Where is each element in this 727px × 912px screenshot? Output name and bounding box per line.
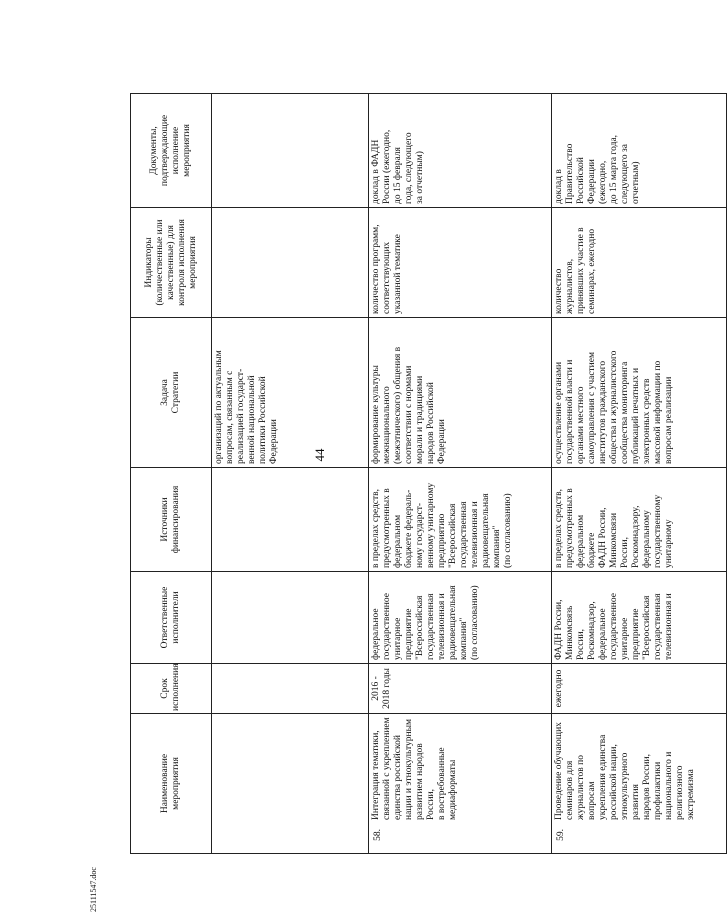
cell-task: формирование культуры межнационального (межэтнического) общения в соответствии с нормами морали и традициями народов Российской Федерации — [369, 318, 552, 468]
cell-documents: доклад в ФАДН России (ежегодно, до 15 февраля года, следующего за отчетным) — [369, 94, 552, 208]
cell-responsible: ФАДН России, Минкомсвязь России, Роскомнадзор, федеральное государственное унитарное предприятие "Всероссийская государственная телевизионная и — [552, 572, 727, 664]
cell-indicators: количество программ, соответствующих указанной тематике — [369, 208, 552, 318]
cell-responsible — [212, 572, 369, 664]
measure-name: Проведение обучающих семинаров для журналистов по вопросам укрепления единства российской нации, этнокультурного развития народов России, профилактики национального и религиозного экстремизма — [554, 722, 696, 820]
action-plan-table — [130, 93, 727, 854]
table-row — [552, 94, 727, 854]
header-task: Задача Стратегии — [131, 318, 212, 468]
cell-funding: в пределах средств, предусмотренных в федеральном бюджете федераль- ному государст- венному унитарному предприятию "Всероссийская государственная телевизионная и радиовещательная компания" (по согласованию) — [369, 468, 552, 572]
row-number: 59. — [556, 829, 566, 841]
header-responsible: Ответственные исполнители — [131, 572, 212, 664]
table-header-row — [131, 94, 212, 854]
cell-indicators — [212, 208, 369, 318]
page-number: 44 — [312, 448, 327, 462]
cell-documents: доклад в Правительство Российской Федерации (ежегодно, до 15 марта года, следующего за отчетным) — [552, 94, 727, 208]
cell-name — [212, 714, 369, 854]
cell-term: ежегодно — [552, 664, 727, 714]
cell-responsible: федеральное государственное унитарное предприятие "Всероссийская государственная телевизионная и радиовещательная компания" (по согласованию) — [369, 572, 552, 664]
measure-name: Интеграция тематики, связанной с укреплением единства российской нации и этнокультурным развитием народов России, в востребованные медиаформаты — [371, 717, 458, 820]
cell-name — [552, 714, 727, 854]
cell-funding: в пределах средств, предусмотренных в федеральном бюджете ФАДН России, Минкомсвязи России, Роскомнадзору, федеральному государственному унитарному — [552, 468, 727, 572]
cell-task: организаций по актуальным вопросам, связанным с реализацией государст- венной национальной политики Российской Федерации — [212, 318, 369, 468]
cell-task: осуществление органами государственной власти и органами местного самоуправления с участием институтов гражданского общества и журналистского сообщества мониторинга публикаций печатных и электронных средств массовой информации по вопросам реализации — [552, 318, 727, 468]
document-code: 25111547.doc — [89, 867, 98, 912]
cell-documents — [212, 94, 369, 208]
header-term: Срок исполнения — [131, 664, 212, 714]
header-funding: Источники финансирования — [131, 468, 212, 572]
header-indicators: Индикаторы (количественные или качественные) для контроля исполнения мероприятия — [131, 208, 212, 318]
table-row — [369, 94, 552, 854]
table-row-continuation — [212, 94, 369, 854]
cell-indicators: количество журналистов, принявших участие в семинарах, ежегодно — [552, 208, 727, 318]
header-documents: Документы, подтверждающие исполнение мероприятия — [131, 94, 212, 208]
rotated-table-container — [130, 94, 696, 854]
cell-funding — [212, 468, 369, 572]
header-name: Наименование мероприятия — [131, 714, 212, 854]
cell-name — [369, 714, 552, 854]
row-number: 58. — [373, 829, 383, 841]
cell-term: 2016 - 2018 годы — [369, 664, 552, 714]
cell-term — [212, 664, 369, 714]
